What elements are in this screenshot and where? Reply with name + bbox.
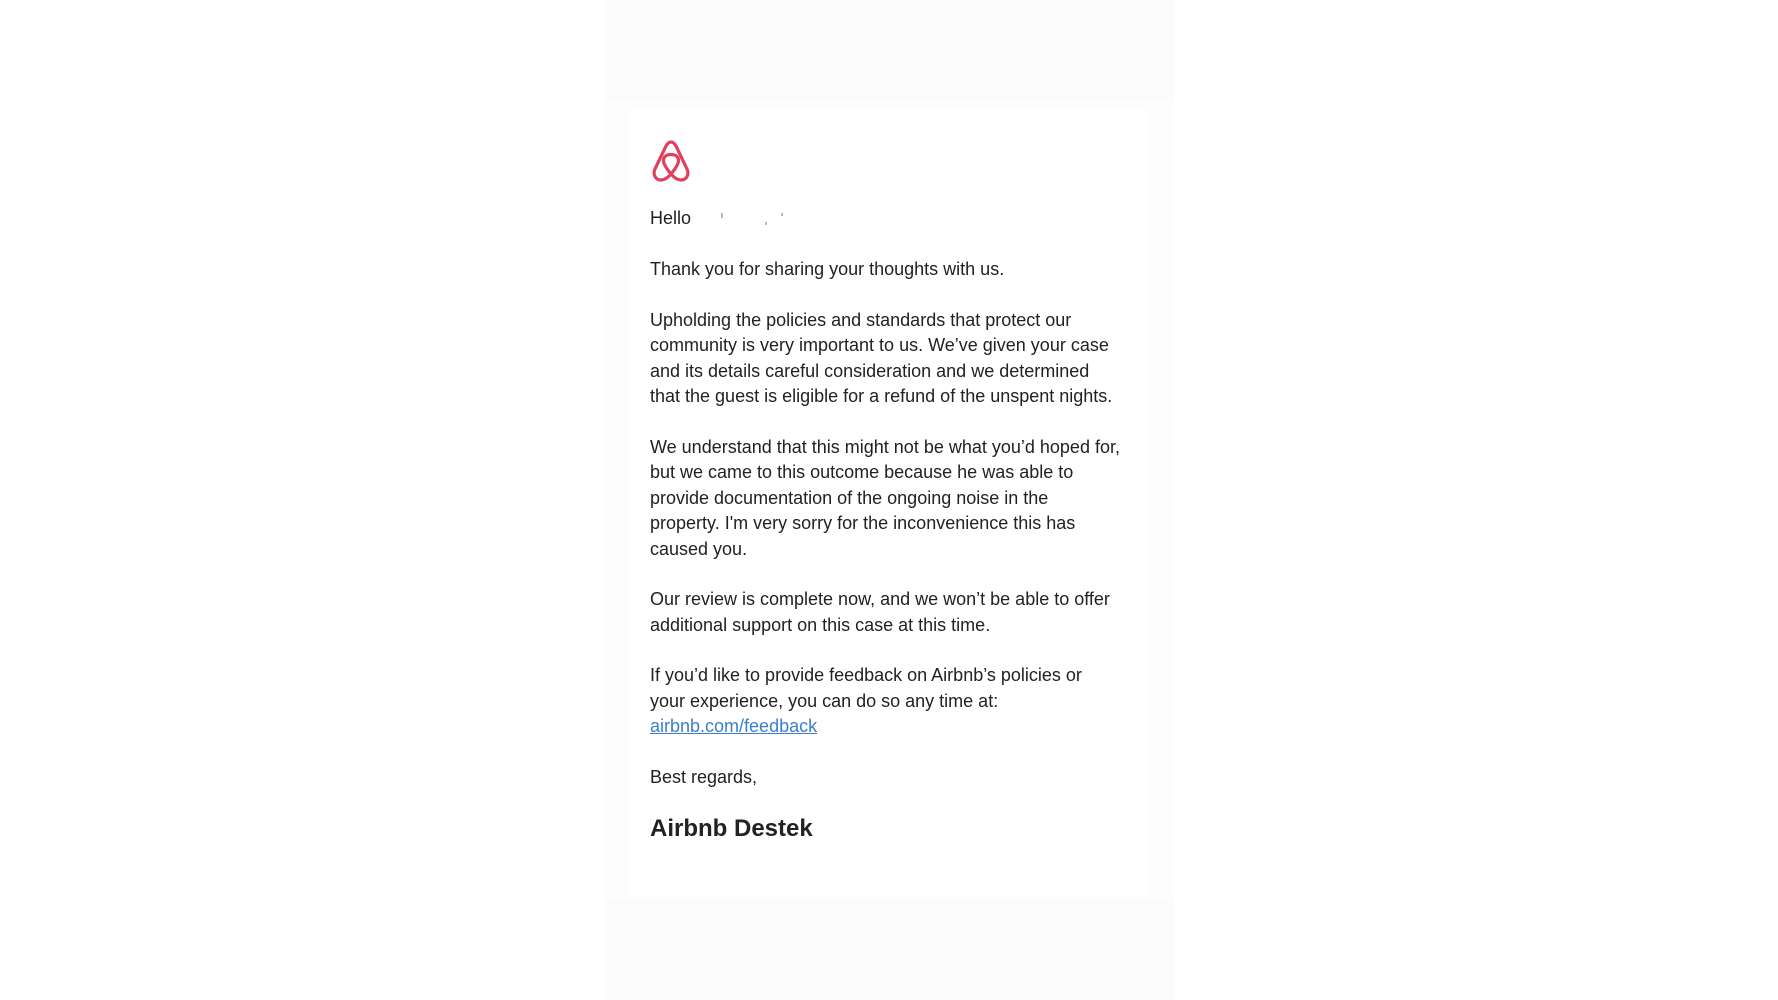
paragraph-feedback — [650, 663, 1120, 740]
feedback-text: If you’d like to provide feedback on Airbnb’s policies or your experience, you can do so any time at: — [650, 665, 1082, 711]
signature: Airbnb Destek — [650, 814, 813, 842]
bottom-band — [606, 898, 1174, 1000]
greeting-line — [650, 206, 1120, 230]
paragraph-thanks: Thank you for sharing your thoughts with us. — [650, 259, 1005, 279]
paragraph-decision: Upholding the policies and standards that protect our community is very important to us. We’ve given your case and its details careful consideration and we determined that the guest is eligible for a refund of the unspent nights. — [650, 309, 1113, 406]
feedback-link[interactable]: airbnb.com/feedback — [650, 716, 818, 736]
redacted-name — [703, 213, 793, 225]
paragraph-review-complete: Our review is complete now, and we won’t be able to offer additional support on this case at this time. — [650, 589, 1110, 635]
paragraph-explanation: We understand that this might not be what you’d hoped for, but we came to this outcome because he was able to provide documentation of the ongoing noise in the property. I'm very sorry for the inconvenience this has caused you. — [650, 436, 1120, 559]
email-body — [650, 138, 1120, 844]
greeting-text: Hello — [650, 208, 692, 228]
airbnb-belo-icon — [650, 138, 692, 184]
top-band — [606, 0, 1174, 102]
closing-line: Best regards, — [650, 766, 758, 787]
